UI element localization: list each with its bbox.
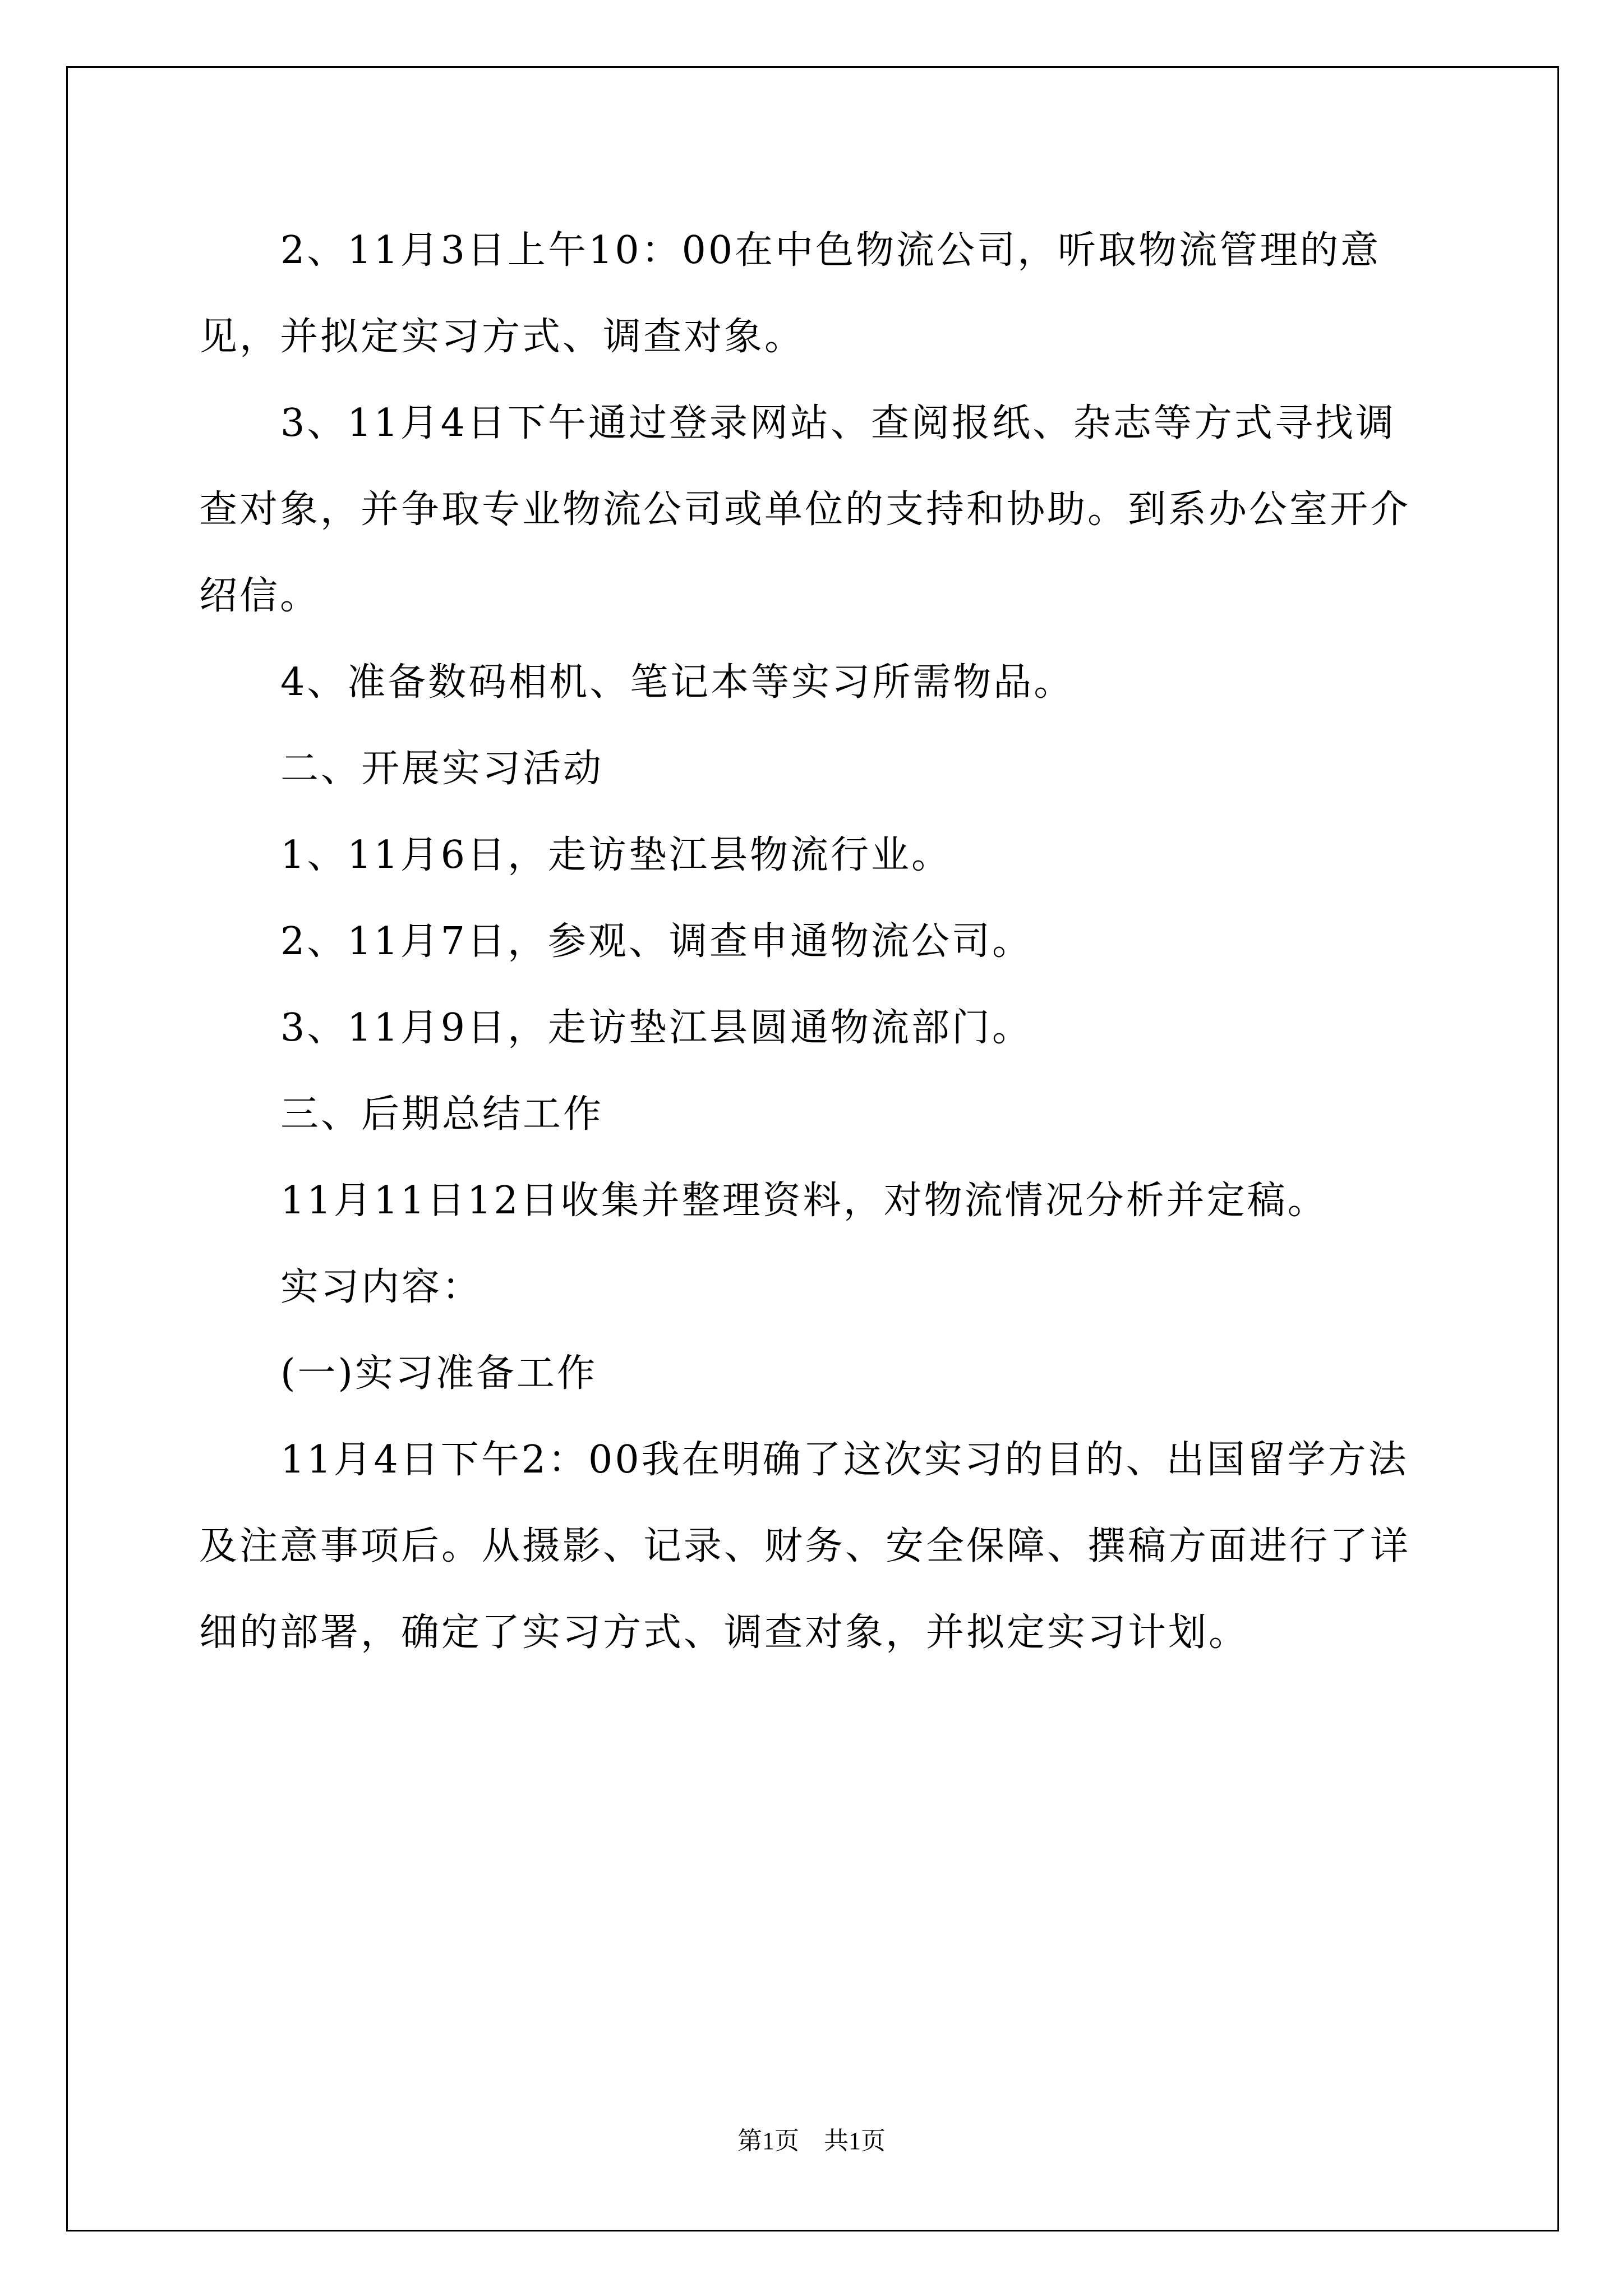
- document-body: [199, 208, 1427, 1676]
- paragraph: 11月4日下午2：00我在明确了这次实习的目的、出国留学方法及注意事项后。从摄影、记录、财务、安全保障、撰稿方面进行了详细的部署，确定了实习方式、调查对象，并拟定实习计划。: [199, 1438, 1411, 1655]
- paragraph: 2、11月3日上午10：00在中色物流公司，听取物流管理的意见，并拟定实习方式、调查对象。: [199, 228, 1381, 359]
- paragraph: 3、11月9日，走访垫江县圆通物流部门。: [280, 1006, 1033, 1050]
- page-footer: 第1页 共1页: [737, 2127, 886, 2155]
- section-heading: 三、后期总结工作: [280, 1092, 604, 1137]
- paragraph: 11月11日12日收集并整理资料，对物流情况分析并定稿。: [280, 1179, 1328, 1223]
- paragraph: 3、11月4日下午通过登录网站、查阅报纸、杂志等方式寻找调查对象，并争取专业物流公司或单位的支持和协助。到系办公室开介绍信。: [199, 401, 1411, 618]
- section-heading: 实习内容：: [280, 1265, 483, 1309]
- section-heading: 二、开展实习活动: [280, 747, 604, 791]
- subsection-heading: (一)实习准备工作: [280, 1351, 598, 1396]
- paragraph: 1、11月6日，走访垫江县物流行业。: [280, 833, 952, 877]
- paragraph: 4、准备数码相机、笔记本等实习所需物品。: [280, 660, 1075, 705]
- paragraph: 2、11月7日，参观、调查申通物流公司。: [280, 919, 1033, 964]
